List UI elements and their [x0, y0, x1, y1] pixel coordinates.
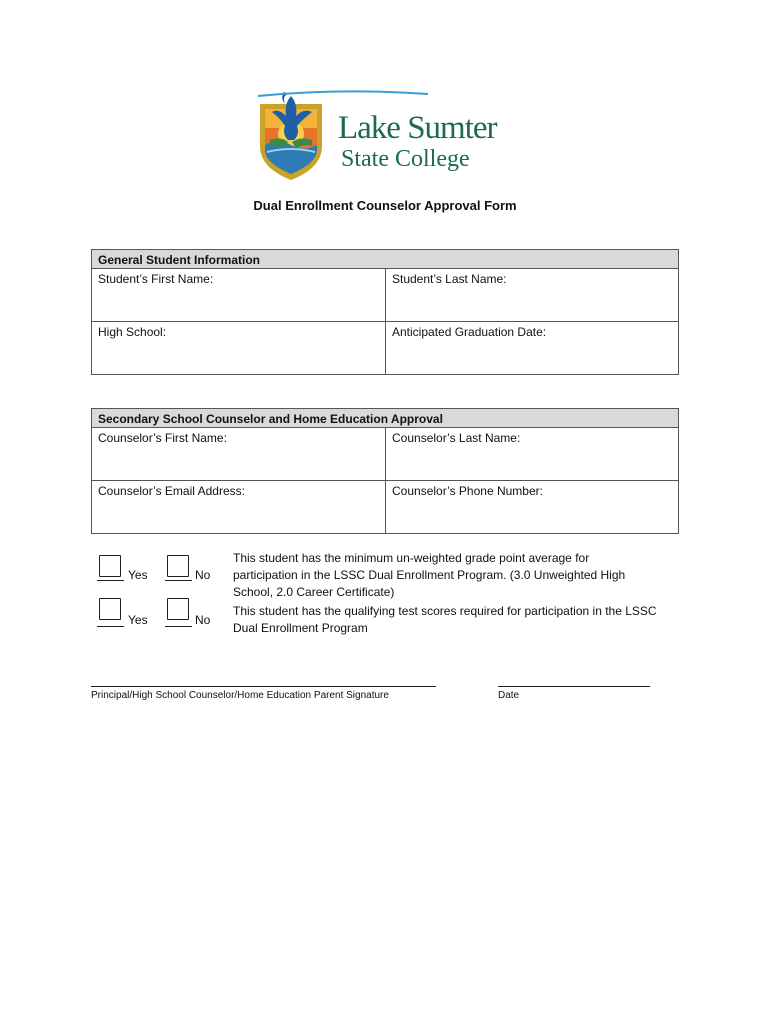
form-title: Dual Enrollment Counselor Approval Form [253, 198, 517, 213]
section-heading: Secondary School Counselor and Home Education Approval [92, 409, 678, 428]
student-first-name-field[interactable] [92, 269, 386, 321]
test-scores-yes-label: Yes [128, 613, 148, 627]
test-scores-no-blank-line [165, 626, 192, 627]
counselor-approval-section [91, 408, 679, 534]
high-school-field[interactable] [92, 322, 386, 374]
field-label: Counselor’s Email Address: [98, 484, 245, 498]
signature-label: Principal/High School Counselor/Home Education Parent Signature [91, 690, 389, 701]
counselor-first-name-field[interactable] [92, 428, 386, 480]
date-line[interactable] [498, 686, 650, 687]
gpa-yes-blank-line [97, 580, 124, 581]
gpa-statement: This student has the minimum un-weighted grade point average for participation in the LSSC Dual Enrollment Program. (3.0 Unweighted High School, 2.0 Career Certificate) [233, 551, 626, 599]
gpa-yes-checkbox[interactable] [99, 555, 121, 577]
field-label: Student’s Last Name: [392, 272, 507, 286]
college-crest-icon [258, 90, 324, 182]
college-logo [258, 90, 518, 182]
test-scores-yes-blank-line [97, 626, 124, 627]
field-label: Counselor’s First Name: [98, 431, 227, 445]
counselor-phone-field[interactable] [386, 481, 678, 533]
field-label: High School: [98, 325, 167, 339]
form-row [92, 322, 678, 374]
student-last-name-field[interactable] [386, 269, 678, 321]
logo-swoosh-icon [258, 90, 428, 98]
field-label: Counselor’s Last Name: [392, 431, 521, 445]
graduation-date-field[interactable] [386, 322, 678, 374]
gpa-no-label: No [195, 568, 211, 582]
test-scores-no-label: No [195, 613, 211, 627]
field-label: Anticipated Graduation Date: [392, 325, 547, 339]
signature-line[interactable] [91, 686, 436, 687]
form-row [92, 428, 678, 481]
counselor-email-field[interactable] [92, 481, 386, 533]
field-label: Counselor’s Phone Number: [392, 484, 543, 498]
gpa-no-checkbox[interactable] [167, 555, 189, 577]
gpa-no-blank-line [165, 580, 192, 581]
field-label: Student’s First Name: [98, 272, 214, 286]
test-scores-yes-checkbox[interactable] [99, 598, 121, 620]
form-row [92, 481, 678, 533]
form-row [92, 269, 678, 322]
general-student-information-section [91, 249, 679, 375]
gpa-yes-label: Yes [128, 568, 148, 582]
section-heading: General Student Information [92, 250, 678, 269]
logo-name-line2: State College [341, 146, 470, 172]
logo-name-line1: Lake Sumter [338, 110, 497, 146]
test-scores-statement: This student has the qualifying test scores required for participation in the LSSC Dual Enrollment Program [233, 604, 657, 635]
counselor-last-name-field[interactable] [386, 428, 678, 480]
date-label: Date [498, 690, 520, 701]
test-scores-no-checkbox[interactable] [167, 598, 189, 620]
